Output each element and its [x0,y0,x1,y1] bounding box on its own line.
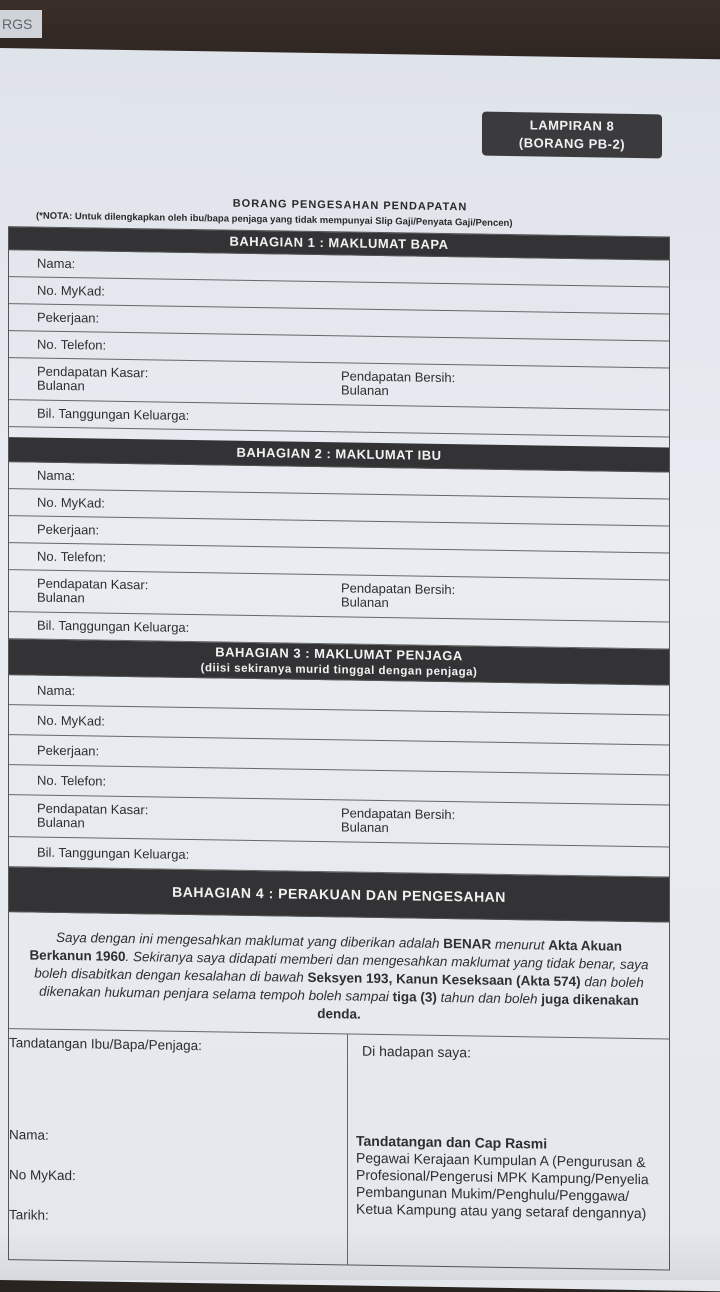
signer-date-label: Tarikh: [9,1207,49,1223]
lampiran-line-1: LAMPIRAN 8 [529,117,615,134]
s3-gross-income-label: Pendapatan Kasar: Bulanan [37,800,149,831]
s2-phone-label: No. Telefon: [37,548,107,565]
witness-signature-box[interactable] [348,1034,669,1269]
lampiran-label [482,112,662,159]
s2-gross-income-label: Pendapatan Kasar: Bulanan [37,575,149,606]
lampiran-line-2: (BORANG PB-2) [518,135,626,152]
s3-occupation-label: Pekerjaan: [37,742,100,759]
s1-dependents-label: Bil. Tanggungan Keluarga: [37,405,190,423]
s3-net-income-label: Pendapatan Bersih: Bulanan [341,805,456,836]
form-paper [0,48,720,1291]
official-line-3: Pembangunan Mukim/Penghulu/Penggawa/ [356,1183,630,1204]
nota-text: (*NOTA: Untuk dilengkapkan oleh ibu/bapa penjaga yang tidak mempunyai Slip Gaji/Penyata Gaji/Pencen) [36,210,513,230]
s1-mykad-label: No. MyKad: [37,282,105,299]
parent-signature-label: Tandatangan Ibu/Bapa/Penjaga: [9,1035,202,1054]
section-3-subtitle: (diisi sekiranya murid tinggal dengan penjaga) [200,662,478,679]
section-2-title: BAHAGIAN 2 : MAKLUMAT IBU [236,444,442,463]
income-form [8,226,670,1270]
s1-occupation-label: Pekerjaan: [37,309,100,326]
s1-gross-income-label: Pendapatan Kasar: Bulanan [37,363,149,394]
declaration-text: Saya dengan ini mengesahkan maklumat yang diberikan adalah BENAR menurut Akta Akuan Berkanun 1960. Sekiranya saya didapati memberi dan mengesahkan maklumat yang tidak benar, saya boleh disabitkan dengan kesalahan di bawah Seksyen 193, Kanun Keseksaan (Akta 574) dan boleh dikenakan hukuman penjara selama tempoh boleh sampai tiga (3) tahun dan boleh juga dikenakan denda. [9,912,669,1039]
witness-label: Di hadapan saya: [362,1042,471,1061]
signer-name-label: Nama: [9,1127,49,1143]
section-4-title: BAHAGIAN 4 : PERAKUAN DAN PENGESAHAN [172,883,506,905]
s3-mykad-label: No. MyKad: [37,712,105,729]
s2-net-income-label: Pendapatan Bersih: Bulanan [341,580,456,611]
official-line-2: Profesional/Pengerusi MPK Kampung/Penyelia [356,1166,649,1188]
corner-sticker: RGS [0,10,42,38]
s2-occupation-label: Pekerjaan: [37,521,100,538]
stamp-title: Tandatangan dan Cap Rasmi [356,1132,548,1152]
signer-mykad-label: No MyKad: [9,1167,76,1184]
s3-dependents-label: Bil. Tanggungan Keluarga: [37,844,190,862]
s1-phone-label: No. Telefon: [37,336,107,353]
section-1-title: BAHAGIAN 1 : MAKLUMAT BAPA [229,233,449,253]
s2-dependents-label: Bil. Tanggungan Keluarga: [37,617,190,635]
signature-table [9,1029,669,1269]
s1-net-income-label: Pendapatan Bersih: Bulanan [341,368,456,399]
official-line-1: Pegawai Kerajaan Kumpulan A (Pengurusan & [356,1149,646,1171]
official-line-4: Ketua Kampung atau yang setaraf dengannya) [356,1200,647,1222]
s3-phone-label: No. Telefon: [37,772,107,789]
parent-signature-box[interactable] [9,1029,348,1264]
s1-name-label: Nama: [37,255,76,272]
section-3-title: BAHAGIAN 3 : MAKLUMAT PENJAGA [215,644,463,664]
s3-name-label: Nama: [37,682,76,699]
official-stamp-block [356,1133,720,1224]
form-title: BORANG PENGESAHAN PENDAPATAN [232,197,468,214]
s2-name-label: Nama: [37,467,76,484]
s2-mykad-label: No. MyKad: [37,494,105,511]
